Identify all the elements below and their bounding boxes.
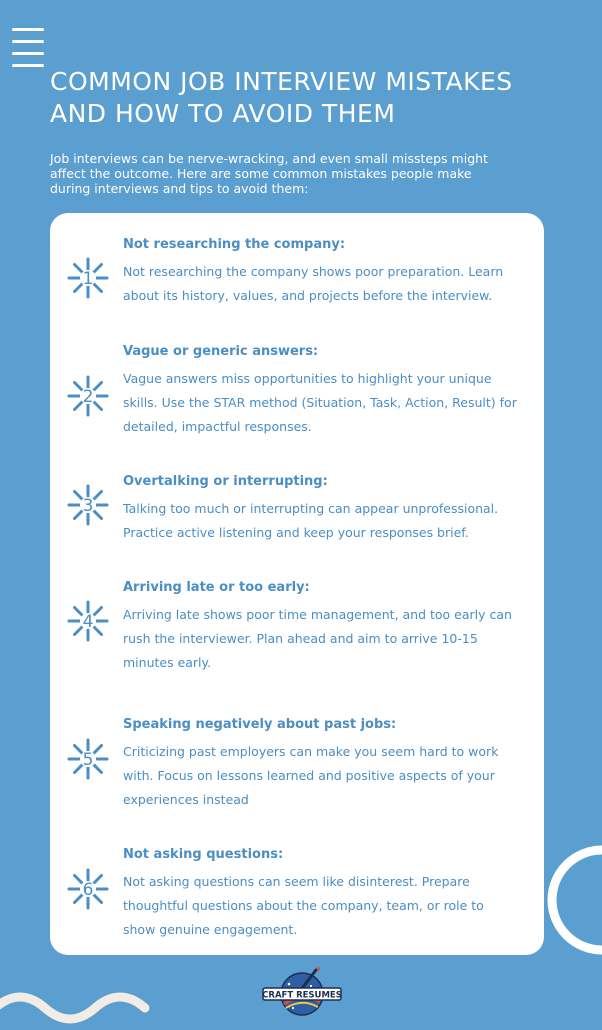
item-line: show genuine engagement. <box>123 922 298 937</box>
item-line: Criticizing past employers can make you seem hard to work <box>123 744 499 759</box>
item-title: Not researching the company: <box>123 237 346 252</box>
intro-line-3: during interviews and tips to avoid them: <box>50 181 309 196</box>
item-body <box>123 260 533 308</box>
item-line: Arriving late shows poor time management, and too early can <box>123 607 512 622</box>
item-number: 2 <box>82 387 94 407</box>
intro-text <box>50 151 540 196</box>
item-title: Speaking negatively about past jobs: <box>123 717 397 732</box>
mistakes-card <box>50 213 544 955</box>
item-line: thoughtful questions about the company, team, or role to <box>123 898 484 913</box>
item-line: detailed, impactful responses. <box>123 419 312 434</box>
item-line: Not asking questions can seem like disinterest. Prepare <box>123 874 470 889</box>
item-line: Not researching the company shows poor preparation. Learn <box>123 264 504 279</box>
item-body <box>123 870 533 942</box>
item-line: minutes early. <box>123 655 212 670</box>
item-title: Overtalking or interrupting: <box>123 474 328 489</box>
item-body <box>123 497 533 545</box>
item-number: 3 <box>82 496 94 516</box>
item-line: Practice active listening and keep your responses brief. <box>123 525 469 540</box>
logo-text: CRAFT RESUMES <box>262 990 342 1001</box>
item-number: 5 <box>82 750 94 770</box>
asterisk-number-icon <box>66 867 110 911</box>
item-line: with. Focus on lessons learned and positive aspects of your <box>123 768 495 783</box>
hamburger-menu-icon[interactable] <box>12 28 44 78</box>
item-line: Talking too much or interrupting can appear unprofessional. <box>123 501 499 516</box>
title-line-1: COMMON JOB INTERVIEW MISTAKES <box>50 67 513 96</box>
craft-resumes-logo <box>262 964 342 1024</box>
intro-line-1: Job interviews can be nerve-wracking, and even small missteps might <box>50 151 488 166</box>
item-number: 4 <box>82 612 94 632</box>
item-number: 1 <box>82 269 94 289</box>
item-number: 6 <box>82 880 94 900</box>
ring-decoration <box>540 840 602 960</box>
asterisk-number-icon <box>66 599 110 643</box>
asterisk-number-icon <box>66 737 110 781</box>
item-body <box>123 603 533 675</box>
item-body <box>123 367 533 439</box>
item-body <box>123 740 533 812</box>
item-title: Vague or generic answers: <box>123 344 319 359</box>
page-title <box>50 66 590 130</box>
title-line-2: AND HOW TO AVOID THEM <box>50 99 396 128</box>
item-line: Vague answers miss opportunities to highlight your unique <box>123 371 492 386</box>
asterisk-number-icon <box>66 374 110 418</box>
item-line: rush the interviewer. Plan ahead and aim to arrive 10-15 <box>123 631 478 646</box>
wave-decoration <box>0 980 150 1030</box>
item-line: experiences instead <box>123 792 249 807</box>
item-title: Not asking questions: <box>123 847 284 862</box>
asterisk-number-icon <box>66 256 110 300</box>
intro-line-2: affect the outcome. Here are some common mistakes people make <box>50 166 472 181</box>
item-line: about its history, values, and projects before the interview. <box>123 288 493 303</box>
item-line: skills. Use the STAR method (Situation, Task, Action, Result) for <box>123 395 517 410</box>
asterisk-number-icon <box>66 483 110 527</box>
item-title: Arriving late or too early: <box>123 580 310 595</box>
